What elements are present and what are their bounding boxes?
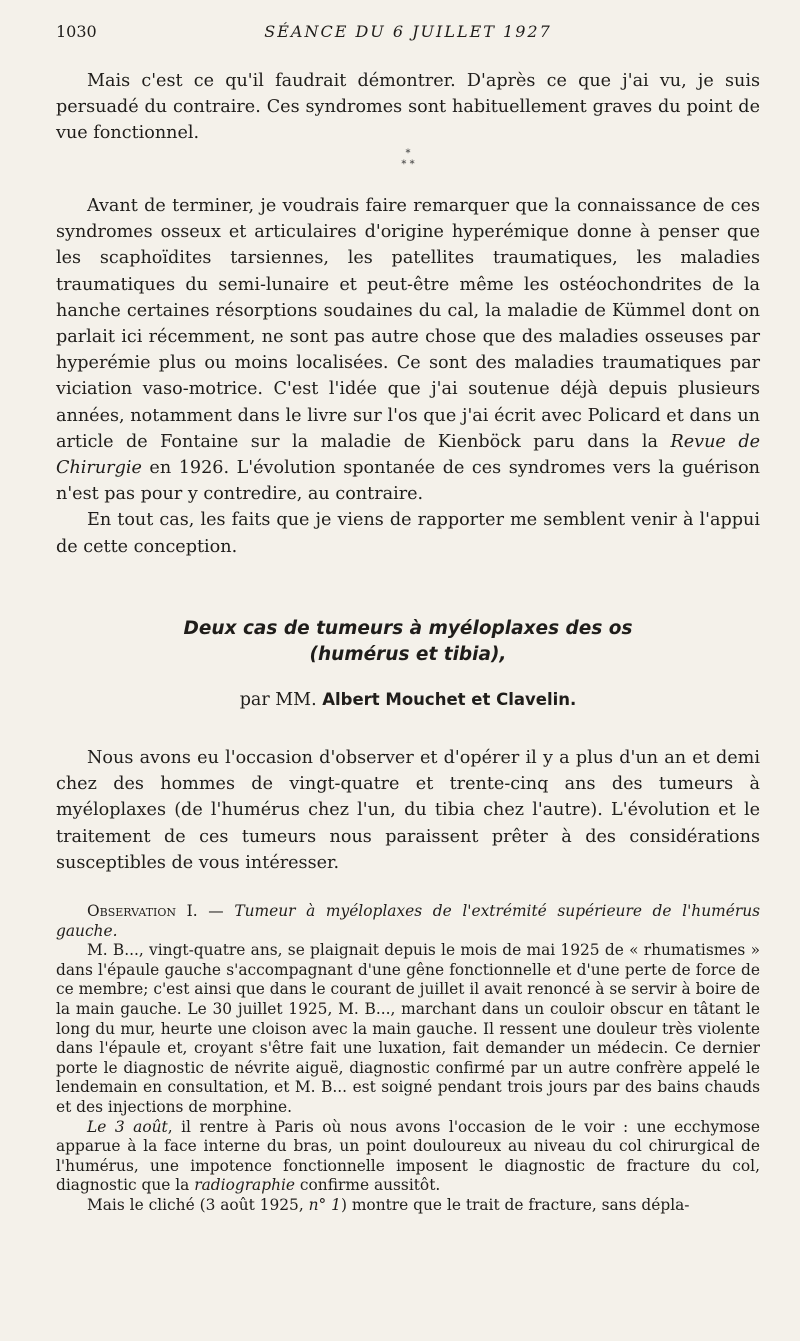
remarks-text-1: Avant de terminer, je voudrais faire remarquer que la connaissance de ces syndromes osseux et articulaires d'origine hyperémique donne à penser que les scaphoïdites tarsiennes, les patellites traumatiques, les maladies traumatiques du semi-lunaire et peut-être même les ostéochondrites de la hanche certaines résorptions soudaines du cal, la maladie de Kümmel dont on parlait ici récemment, ne sont pas autre chose que des maladies osseuses par hyperémie plus ou moins localisées. Ce sont des maladies traumatiques par viciation vaso-motrice. C'est l'idée que j'ai soutenue déjà depuis plusieurs années, notamment dans le livre sur l'os que j'ai écrit avec Policard et dans un article de Fontaine sur la maladie de Kienböck paru dans la [56, 196, 760, 452]
separator-stars-bottom: * * [401, 159, 415, 170]
observation-date: Le 3 août [87, 1117, 168, 1136]
observation-one [56, 902, 760, 1216]
page-number: 1030 [56, 22, 97, 41]
observation-paragraph-2-text-1: , il rentre à Paris où nous avons l'occasion de le voir : une ecchymose apparue à la face interne du bras, un point douloureux au niveau du col chirurgical de l'humérus, une impotence fonctionnelle imposent le diagnostic de fracture du col, diagnostic que la [56, 1117, 760, 1195]
observation-paragraph-3 [56, 1196, 760, 1216]
observation-title: Tumeur à myéloplaxes de l'extrémité supérieure de l'humérus gauche. [56, 902, 761, 940]
section-separator [56, 148, 760, 170]
article-heading [56, 616, 760, 710]
journal-title: Revue de Chirurgie [56, 431, 760, 479]
observation-label: Observation I. [87, 902, 198, 920]
remarks-text-2: en 1926. L'évolution spontanée de ces syndromes vers la guérison n'est pas pour y contredire, au contraire. [56, 458, 760, 505]
observation-paragraph-2-text-2: confirme aussitôt. [295, 1176, 441, 1195]
running-head [56, 22, 760, 44]
observation-paragraph-1: M. B..., vingt-quatre ans, se plaignait depuis le mois de mai 1925 de « rhumatismes » dans l'épaule gauche s'accompagnant d'une gêne fonctionnelle et d'une perte de force de ce membre; c'est ainsi que dans le courant de juillet il avait renoncé à se servir à boire de la main gauche. Le 30 juillet 1925, M. B..., marchant dans un couloir obscur en tâtant le long du mur, heurte une cloison avec la main gauche. Il ressent une douleur très violente dans l'épaule et, croyant s'être fait une luxation, fait demander un médecin. Ce dernier porte le diagnostic de névrite aiguë, diagnostic confirmé par un autre confrère appelé le lendemain en consultation, et M. B... est soigné pendant trois jours par des bains chauds et des injections de morphine. [56, 941, 760, 1116]
byline [56, 690, 760, 710]
observation-paragraph-3-text-2: ) montre que le trait de fracture, sans dépla- [340, 1195, 690, 1214]
paragraph-remarks [56, 193, 760, 507]
observation-dash: — [197, 902, 235, 920]
closing-discussion [56, 68, 760, 147]
paragraph-intro: Nous avons eu l'occasion d'observer et d'opérer il y a plus d'un an et demi chez des hommes de vingt-quatre et trente-cinq ans des tumeurs à myéloplaxes (de l'humérus chez l'un, du tibia chez l'autre). L'évolution et le traitement de ces tumeurs nous paraissent prêter à des considérations susceptibles de vous intéresser. [56, 748, 760, 873]
observation-paragraph-3-text-1: Mais le cliché (3 août 1925, [87, 1195, 309, 1214]
article-title-line-2: (humérus et tibia), [309, 644, 507, 665]
closing-remarks [56, 193, 760, 560]
observation-plate-number: n° 1 [308, 1195, 341, 1214]
observation-paragraph-2 [56, 1118, 760, 1196]
paragraph-conclusion: Mais c'est ce qu'il faudrait démontrer. D'après ce que j'ai vu, je suis persuadé du contraire. Ces syndromes sont habituellement graves du point de vue fonctionnel. [56, 71, 760, 144]
separator-star-top: * [405, 148, 411, 159]
paragraph-final: En tout cas, les faits que je viens de rapporter me semblent venir à l'appui de cette conception. [56, 510, 760, 557]
byline-prefix: par MM. [239, 690, 323, 710]
article-intro [56, 745, 760, 876]
observation-radiography: radiographie [194, 1176, 296, 1195]
observation-heading [56, 902, 760, 941]
byline-authors: Albert Mouchet et Clavelin. [322, 690, 577, 709]
article-title-line-1: Deux cas de tumeurs à myéloplaxes des os [183, 618, 633, 639]
running-title: SÉANCE DU 6 JUILLET 1927 [264, 22, 552, 41]
